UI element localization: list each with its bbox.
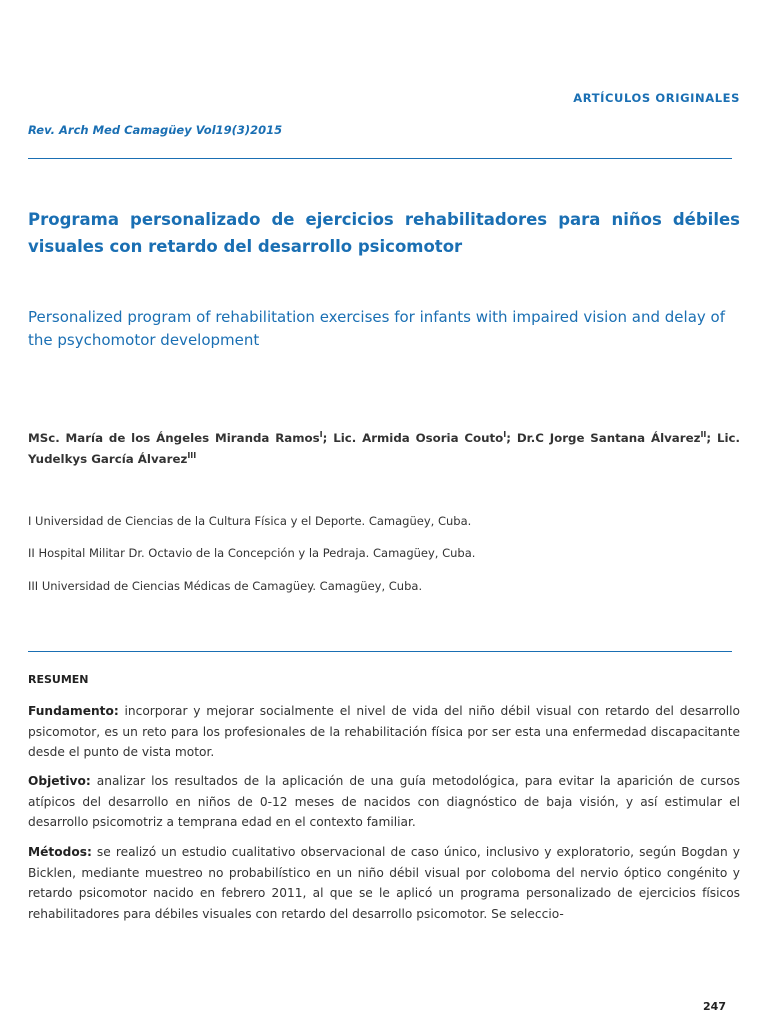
paragraph-label: Métodos: xyxy=(28,845,92,859)
page-number: 247 xyxy=(703,1000,726,1013)
top-divider xyxy=(28,158,732,159)
title-spanish: Programa personalizado de ejercicios rehabilitadores para niños débiles visuales con retardo del desarrollo psicomotor xyxy=(28,210,740,256)
author-name: MSc. María de los Ángeles Miranda Ramos xyxy=(28,431,320,445)
journal-citation: Rev. Arch Med Camagüey Vol19(3)2015 xyxy=(28,123,283,137)
author-affiliation-mark: II xyxy=(700,430,707,440)
author-name: Lic. Yudelkys García Álvarez xyxy=(28,431,740,466)
affiliation-item: III Universidad de Ciencias Médicas de Camagüey. Camagüey, Cuba. xyxy=(28,579,423,593)
affiliation-item: II Hospital Militar Dr. Octavio de la Concepción y la Pedraja. Camagüey, Cuba. xyxy=(28,546,476,560)
affiliation-item: I Universidad de Ciencias de la Cultura Física y el Deporte. Camagüey, Cuba. xyxy=(28,514,472,528)
paragraph-label: Objetivo: xyxy=(28,774,91,788)
author-list: MSc. María de los Ángeles Miranda Ramos$^I$; Lic. Armida Osoria Couto$^I$; Dr.C Jorge Santana Álvarez$^{II}$; Lic. Yudelkys García Álvarez$^{III}$ xyxy=(28,430,740,466)
paragraph-text: analizar los resultados de la aplicación de una guía metodológica, para evitar la aparición de cursos atípicos del desarrollo en niños de 0-12 meses de nacidos con diagnóstico de baja visión, y así estimular el desarrollo psicomotriz a temprana edad en el contexto familiar. xyxy=(28,774,740,829)
abstract-divider xyxy=(28,651,732,652)
section-label: ARTÍCULOS ORIGINALES xyxy=(573,91,740,105)
author-affiliation-mark: I xyxy=(319,430,323,440)
author-name: Dr.C Jorge Santana Álvarez xyxy=(516,431,701,445)
author-affiliation-mark: I xyxy=(503,430,507,440)
paragraph-text: incorporar y mejorar socialmente el nivel de vida del niño débil visual con retardo del desarrollo psicomotor, es un reto para los profesionales de la rehabilitación física por ser esta una enfermedad discapacitante desde el punto de vista motor. xyxy=(28,704,741,759)
abstract-paragraph-fundamento xyxy=(28,701,740,763)
author-affiliation-mark: III xyxy=(187,451,197,461)
title-english: Personalized program of rehabilitation exercises for infants with impaired vision and delay of the psychomotor development xyxy=(28,308,725,349)
abstract-paragraph-objetivo xyxy=(28,771,740,833)
paragraph-label: Fundamento: xyxy=(28,704,119,718)
paragraph-text: se realizó un estudio cualitativo observacional de caso único, inclusivo y exploratorio, según Bogdan y Bicklen, mediante muestreo no probabilístico en un niño débil visual por coloboma del nervio óptico congénito y retardo psicomotor nacido en febrero 2011, al que se le aplicó un programa personalizado de ejercicios físicos rehabilitadores para débiles visuales con retardo del desarrollo psicomotor. Se seleccio- xyxy=(28,845,740,921)
author-name: Lic. Armida Osoria Couto xyxy=(333,431,504,445)
abstract-heading: RESUMEN xyxy=(28,673,89,686)
abstract-paragraph-metodos xyxy=(28,842,740,924)
